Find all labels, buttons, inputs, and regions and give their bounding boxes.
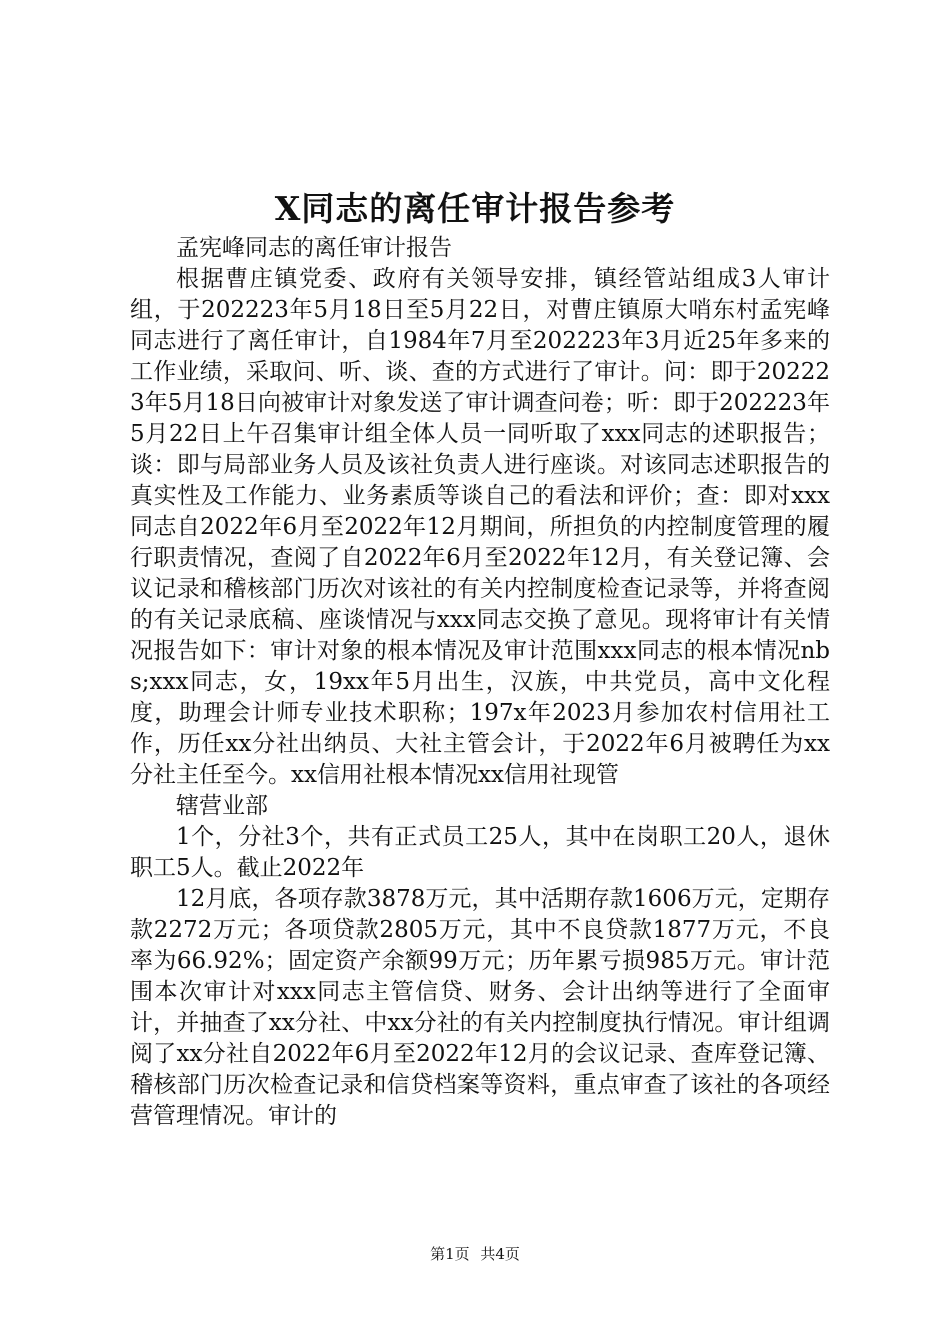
page-total: 共4页 <box>480 1245 520 1263</box>
paragraph-report-heading: 孟宪峰同志的离任审计报告 <box>176 235 452 261</box>
page-number: 第1页 <box>430 1245 470 1263</box>
paragraph-audit-process: 根据曹庄镇党委、政府有关领导安排，镇经管站组成3人审计组，于202223年5月18日至5月22日，对曹庄镇原大哨东村孟宪峰同志进行了离任审计，自1984年7月至202223年3月近25年多来的工作业绩，采取问、听、谈、查的方式进行了审计。问：即于202223年5月18日向被审计对象发送了审计调查问卷；听：即于202223年5月22日上午召集审计组全体人员一同听取了xxx同志的述职报告；谈：即与局部业务人员及该社负责人进行座谈。对该同志述职报告的真实性及工作能力、业务素质等谈自己的看法和评价；查：即对xxx同志自2022年6月至2022年12月期间，所担负的内控制度管理的履行职责情况，查阅了自2022年6月至2022年12月，有关登记簿、会议记录和稽核部门历次对该社的有关内控制度检查记录等，并将查阅的有关记录底稿、座谈情况与xxx同志交换了意见。现将审计有关情况报告如下：审计对象的根本情况及审计范围xxx同志的根本情况nbs;xxx同志，女，19xx年5月出生，汉族，中共党员，高中文化程度，助理会计师专业技术职称；197x年2023月参加农村信用社工作，历任xx分社出纳员、大社主管会计，于2022年6月被聘任为xx分社主任至今。xx信用社根本情况xx信用社现管 <box>130 266 830 788</box>
paragraph-staff-count: 1个，分社3个，共有正式员工25人，其中在岗职工20人，退休职工5人。截止2022年 <box>130 824 830 881</box>
paragraph-business-dept: 辖营业部 <box>176 793 268 819</box>
page-footer <box>0 1244 950 1264</box>
document-title: X同志的离任审计报告参考 <box>274 189 676 228</box>
document-body <box>130 233 830 1132</box>
paragraph-financial-status: 12月底，各项存款3878万元，其中活期存款1606万元，定期存款2272万元；各项贷款2805万元，其中不良贷款1877万元，不良率为66.92%；固定资产余额99万元；历年累亏损985万元。审计范围本次审计对xxx同志主管信贷、财务、会计出纳等进行了全面审计，并抽查了xx分社、中xx分社的有关内控制度执行情况。审计组调阅了xx分社自2022年6月至2022年12月的会议记录、查库登记簿、稽核部门历次检查记录和信贷档案等资料，重点审查了该社的各项经营管理情况。审计的 <box>130 886 830 1129</box>
